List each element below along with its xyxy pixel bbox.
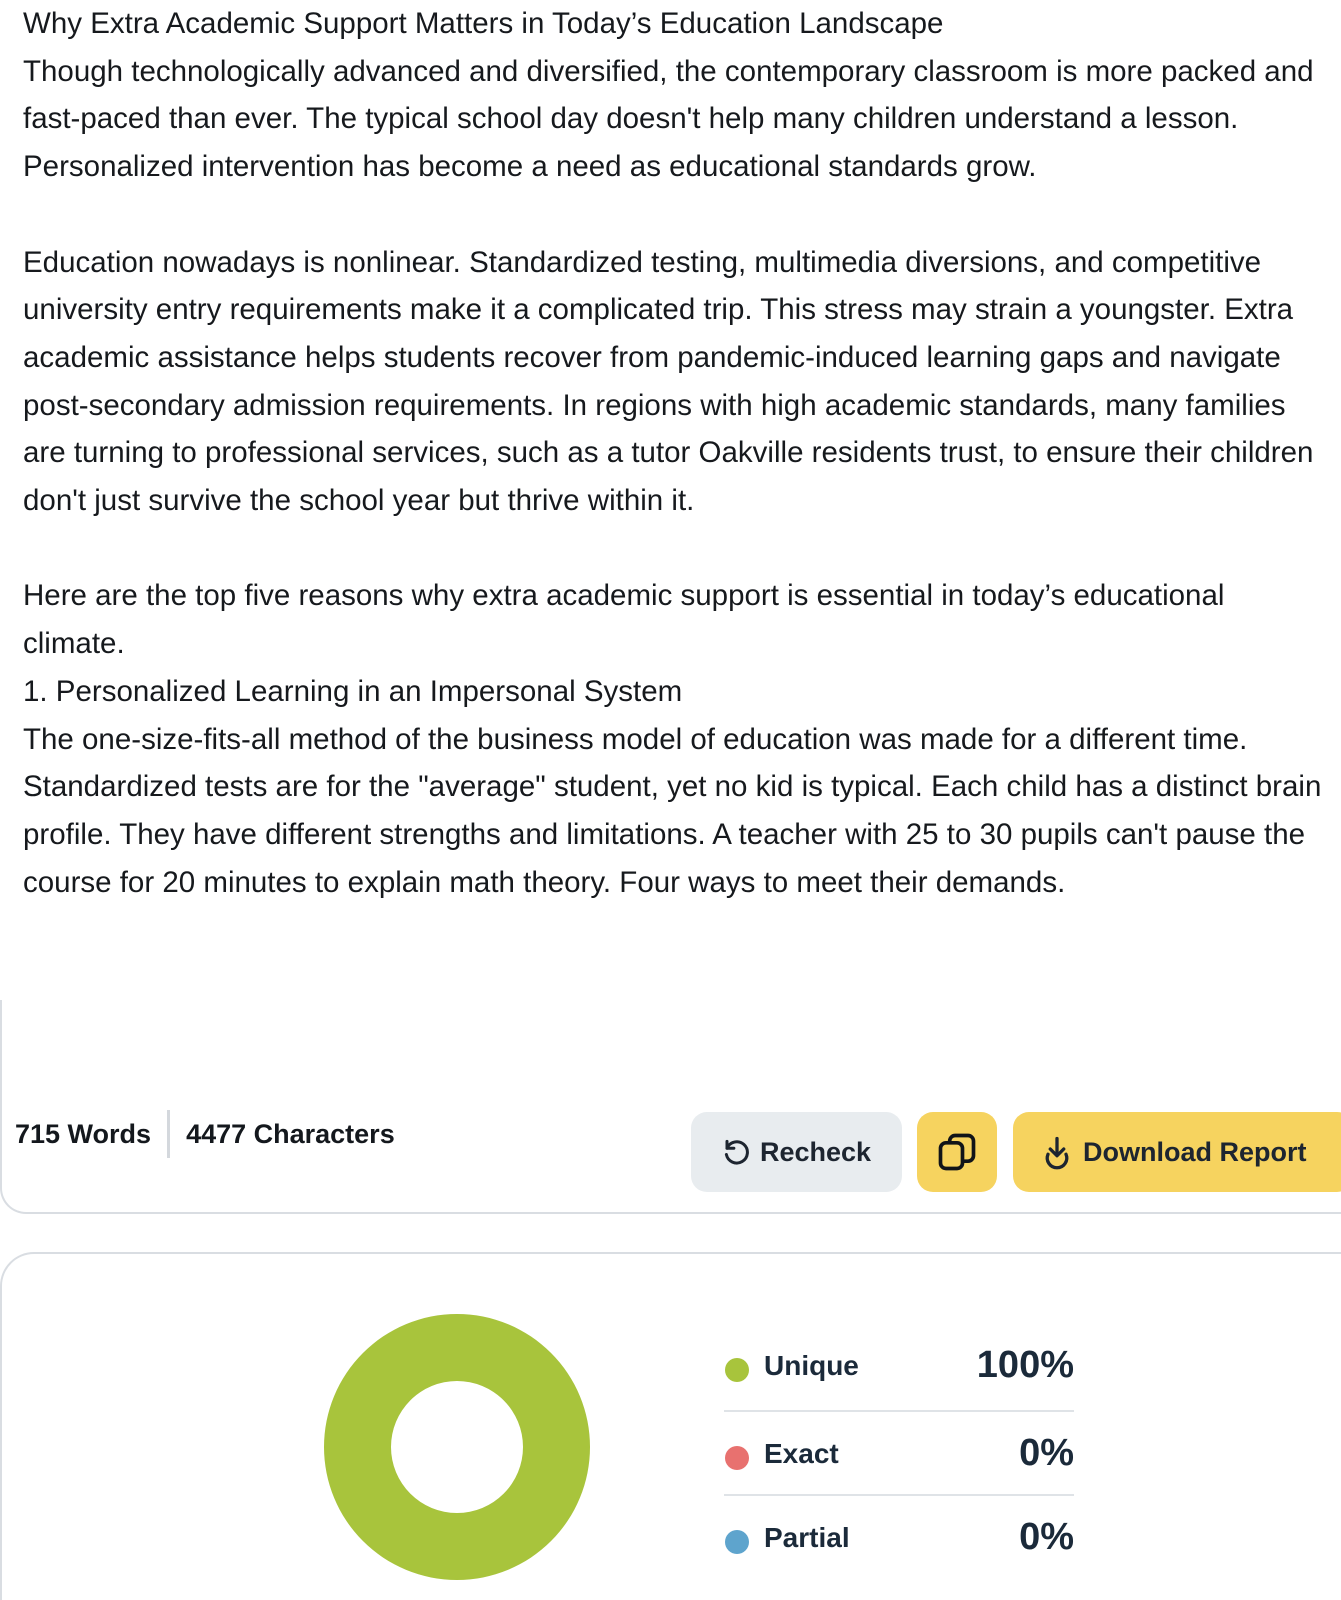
legend-row-unique <box>724 1330 1074 1410</box>
article-paragraph: Education nowadays is nonlinear. Standardized testing, multimedia diversions, and competitive university entry requirements make it a complicated trip. This stress may strain a youngster. Extra academic assistance helps students recover from pandemic-induced learning gaps and navigate post-secondary admission requirements. In regions with high academic standards, many families are turning to professional services, such as a tutor Oakville residents trust, to ensure their children don't just survive the school year but thrive within it. <box>23 245 1314 518</box>
article-subheading: 1. Personalized Learning in an Impersonal System <box>23 674 683 708</box>
article-heading: Why Extra Academic Support Matters in Today’s Education Landscape <box>23 7 944 40</box>
legend-value: 100% <box>976 1344 1074 1386</box>
unique-dot <box>725 1358 749 1382</box>
legend-label: Partial <box>764 1522 850 1553</box>
legend-label: Exact <box>764 1438 839 1469</box>
copy-icon <box>935 1130 979 1174</box>
recheck-button[interactable] <box>691 1112 902 1192</box>
copy-button[interactable] <box>917 1112 997 1192</box>
word-count: 715 Words <box>15 1118 152 1149</box>
similarity-donut-chart <box>324 1314 590 1580</box>
legend-value: 0% <box>1019 1432 1074 1474</box>
legend-label: Unique <box>764 1350 859 1381</box>
legend-value: 0% <box>1019 1516 1074 1558</box>
legend-row-exact <box>724 1410 1074 1494</box>
donut-slice-unique <box>324 1314 590 1580</box>
legend-row-partial <box>724 1494 1074 1578</box>
article-paragraph: Though technologically advanced and diversified, the contemporary classroom is more packed and fast-paced than ever. The typical school day doesn't help many children understand a lesson. Personalized intervention has become a need as educational standards grow. <box>23 54 1314 184</box>
character-count: 4477 Characters <box>186 1118 395 1149</box>
download-icon <box>1039 1134 1075 1170</box>
article-paragraph: The one-size-fits-all method of the business model of education was made for a different time. Standardized tests are for the "average" student, yet no kid is typical. Each child has a distinct brain profile. They have different strengths and limitations. A teacher with 25 to 30 pupils can't pause the course for 20 minutes to explain math theory. Four ways to meet their demands. <box>23 722 1322 899</box>
partial-dot <box>725 1530 749 1554</box>
download-report-label: Download Report <box>1083 1136 1307 1167</box>
text-editor[interactable] <box>23 0 1323 906</box>
article-paragraph: Here are the top five reasons why extra academic support is essential in today’s educational climate. <box>23 579 1225 661</box>
recheck-label: Recheck <box>759 1136 872 1167</box>
results-legend <box>724 1330 1074 1578</box>
stats-divider <box>167 1110 170 1158</box>
rotate-ccw-icon <box>722 1137 752 1167</box>
download-report-button[interactable] <box>1013 1112 1341 1192</box>
results-card <box>0 1252 1341 1600</box>
text-stats <box>15 1108 395 1160</box>
exact-dot <box>725 1446 749 1470</box>
